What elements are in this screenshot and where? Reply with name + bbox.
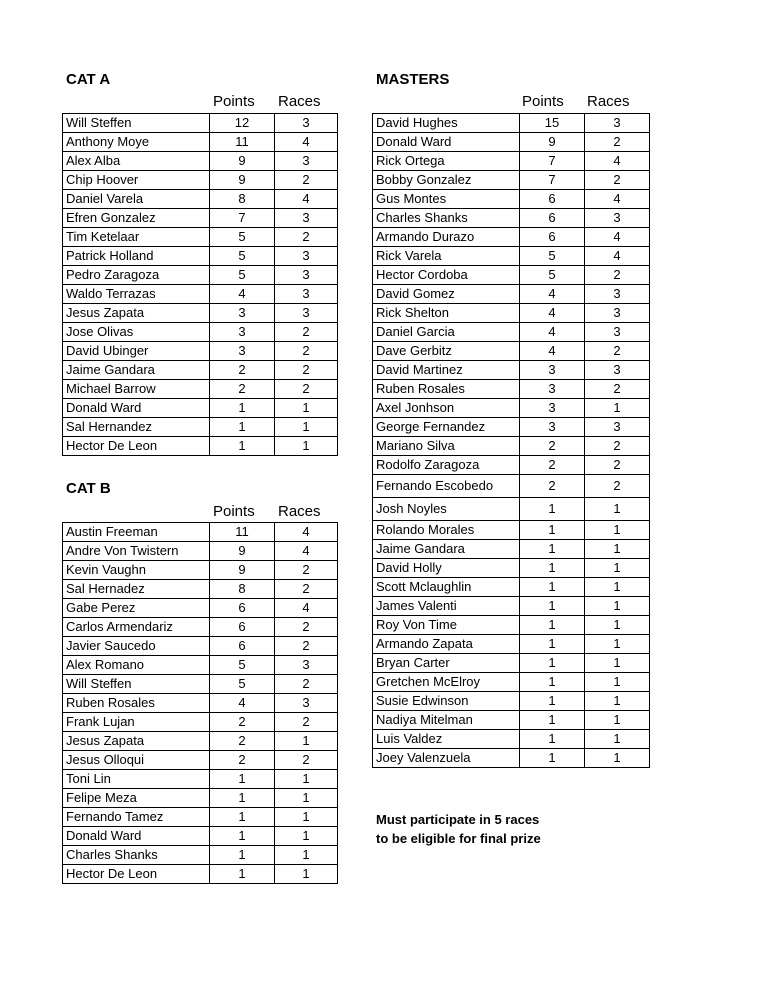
races-cell: 1 [585,399,650,418]
rider-name-cell: Andre Von Twistern [63,542,210,561]
rider-name-cell: Frank Lujan [63,713,210,732]
points-cell: 6 [520,209,585,228]
races-cell: 3 [275,114,338,133]
points-cell: 11 [210,523,275,542]
rider-name-cell: Toni Lin [63,770,210,789]
races-cell: 1 [275,732,338,751]
rider-name-cell: Gabe Perez [63,599,210,618]
races-cell: 1 [585,749,650,768]
points-cell: 3 [210,323,275,342]
points-cell: 2 [520,437,585,456]
rider-name-cell: Efren Gonzalez [63,209,210,228]
rider-name-cell: Rick Ortega [373,152,520,171]
points-cell: 1 [520,692,585,711]
races-cell: 3 [275,266,338,285]
points-cell: 4 [520,285,585,304]
table-row [373,540,650,559]
rider-name-cell: Axel Jonhson [373,399,520,418]
points-cell: 6 [210,618,275,637]
rider-name-cell: Charles Shanks [373,209,520,228]
table-row [373,711,650,730]
races-cell: 1 [585,692,650,711]
table-row [63,846,338,865]
rider-name-cell: Javier Saucedo [63,637,210,656]
races-cell: 1 [585,578,650,597]
rider-name-cell: Hector De Leon [63,865,210,884]
table-row [373,597,650,616]
points-cell: 12 [210,114,275,133]
table-row [373,190,650,209]
cat-a-races-header: Races [278,93,321,110]
rider-name-cell: Sal Hernandez [63,418,210,437]
points-cell: 5 [520,266,585,285]
cat-b-races-header: Races [278,503,321,520]
table-row [63,675,338,694]
rider-name-cell: Rolando Morales [373,521,520,540]
points-cell: 5 [210,228,275,247]
points-cell: 2 [520,475,585,498]
rider-name-cell: Bryan Carter [373,654,520,673]
rider-name-cell: Josh Noyles [373,498,520,521]
points-cell: 2 [210,380,275,399]
table-row [63,361,338,380]
cat-a-points-header: Points [213,93,255,110]
points-cell: 5 [210,656,275,675]
table-row [63,580,338,599]
races-cell: 4 [585,228,650,247]
rider-name-cell: David Gomez [373,285,520,304]
points-cell: 1 [210,827,275,846]
races-cell: 4 [275,133,338,152]
table-row [373,578,650,597]
table-row [373,418,650,437]
races-cell: 1 [585,540,650,559]
races-cell: 1 [275,808,338,827]
races-cell: 4 [275,190,338,209]
points-cell: 11 [210,133,275,152]
table-row [373,285,650,304]
masters-races-header: Races [587,93,630,110]
rider-name-cell: Sal Hernadez [63,580,210,599]
points-cell: 1 [520,730,585,749]
races-cell: 1 [585,597,650,616]
rider-name-cell: Gus Montes [373,190,520,209]
races-cell: 1 [275,789,338,808]
table-row [63,523,338,542]
races-cell: 2 [275,637,338,656]
races-cell: 3 [585,418,650,437]
rider-name-cell: Michael Barrow [63,380,210,399]
rider-name-cell: Donald Ward [63,399,210,418]
table-row [373,342,650,361]
races-cell: 1 [275,437,338,456]
races-cell: 1 [585,711,650,730]
races-cell: 3 [585,114,650,133]
races-cell: 4 [585,190,650,209]
rider-name-cell: Susie Edwinson [373,692,520,711]
points-cell: 1 [520,711,585,730]
table-row [63,713,338,732]
rider-name-cell: Luis Valdez [373,730,520,749]
table-row [63,171,338,190]
table-row [63,542,338,561]
points-cell: 1 [210,770,275,789]
rider-name-cell: Armando Zapata [373,635,520,654]
points-cell: 9 [210,152,275,171]
rider-name-cell: Alex Romano [63,656,210,675]
races-cell: 1 [585,654,650,673]
table-row [373,498,650,521]
points-cell: 1 [520,540,585,559]
races-cell: 3 [275,285,338,304]
races-cell: 4 [275,542,338,561]
races-cell: 1 [585,730,650,749]
points-cell: 5 [520,247,585,266]
table-row [63,285,338,304]
rider-name-cell: Patrick Holland [63,247,210,266]
rider-name-cell: Alex Alba [63,152,210,171]
rider-name-cell: David Holly [373,559,520,578]
table-row [373,749,650,768]
points-cell: 4 [520,323,585,342]
points-cell: 2 [210,732,275,751]
points-cell: 7 [520,171,585,190]
rider-name-cell: Armando Durazo [373,228,520,247]
points-cell: 1 [210,399,275,418]
races-cell: 2 [275,342,338,361]
table-row [373,304,650,323]
points-cell: 3 [520,418,585,437]
table-row [373,380,650,399]
table-row [373,399,650,418]
table-row [63,599,338,618]
races-cell: 2 [585,437,650,456]
rider-name-cell: Jose Olivas [63,323,210,342]
table-row [63,114,338,133]
table-row [373,559,650,578]
points-cell: 4 [520,304,585,323]
table-row [63,694,338,713]
rider-name-cell: Jesus Zapata [63,732,210,751]
table-row [373,456,650,475]
points-cell: 15 [520,114,585,133]
races-cell: 1 [275,399,338,418]
rider-name-cell: Scott Mclaughlin [373,578,520,597]
table-row [63,399,338,418]
points-cell: 1 [210,846,275,865]
table-row [373,635,650,654]
table-row [63,152,338,171]
points-cell: 5 [210,266,275,285]
rider-name-cell: Fernando Escobedo [373,475,520,498]
table-row [373,616,650,635]
races-cell: 2 [585,133,650,152]
races-cell: 2 [585,475,650,498]
races-cell: 2 [585,266,650,285]
eligibility-note-line-2: to be eligible for final prize [376,831,541,846]
rider-name-cell: Rick Varela [373,247,520,266]
races-cell: 2 [585,342,650,361]
points-cell: 3 [520,399,585,418]
races-cell: 1 [275,865,338,884]
races-cell: 1 [585,498,650,521]
races-cell: 2 [275,228,338,247]
points-cell: 2 [210,361,275,380]
table-row [63,247,338,266]
races-cell: 2 [275,618,338,637]
table-row [373,152,650,171]
table-row [63,808,338,827]
points-cell: 5 [210,675,275,694]
points-cell: 9 [520,133,585,152]
rider-name-cell: Nadiya Mitelman [373,711,520,730]
rider-name-cell: Rick Shelton [373,304,520,323]
rider-name-cell: Will Steffen [63,675,210,694]
table-row [373,171,650,190]
rider-name-cell: Austin Freeman [63,523,210,542]
rider-name-cell: Chip Hoover [63,171,210,190]
points-cell: 6 [210,599,275,618]
points-cell: 8 [210,190,275,209]
rider-name-cell: Anthony Moye [63,133,210,152]
races-cell: 3 [585,323,650,342]
points-cell: 7 [520,152,585,171]
races-cell: 3 [585,361,650,380]
rider-name-cell: Donald Ward [63,827,210,846]
points-cell: 1 [210,437,275,456]
points-cell: 6 [520,190,585,209]
table-row [373,266,650,285]
rider-name-cell: Jesus Olloqui [63,751,210,770]
races-cell: 2 [585,456,650,475]
races-cell: 1 [275,827,338,846]
rider-name-cell: Waldo Terrazas [63,285,210,304]
table-row [63,437,338,456]
points-cell: 8 [210,580,275,599]
points-cell: 1 [210,789,275,808]
table-row [373,730,650,749]
points-cell: 2 [210,751,275,770]
races-cell: 3 [275,209,338,228]
races-cell: 2 [585,171,650,190]
races-cell: 2 [275,751,338,770]
races-cell: 3 [275,694,338,713]
points-cell: 1 [520,578,585,597]
table-row [373,673,650,692]
table-row [373,247,650,266]
races-cell: 3 [585,209,650,228]
points-cell: 1 [210,808,275,827]
table-row [373,361,650,380]
table-row [373,654,650,673]
masters-standings-table [372,113,650,768]
rider-name-cell: Donald Ward [373,133,520,152]
points-cell: 1 [520,616,585,635]
points-cell: 9 [210,171,275,190]
points-cell: 1 [520,654,585,673]
table-row [373,228,650,247]
table-row [63,732,338,751]
cat-a-standings-table [62,113,338,456]
masters-title: MASTERS [376,71,450,88]
rider-name-cell: Pedro Zaragoza [63,266,210,285]
points-cell: 3 [210,342,275,361]
rider-name-cell: Hector De Leon [63,437,210,456]
races-cell: 3 [275,247,338,266]
table-row [63,656,338,675]
table-row [373,692,650,711]
points-cell: 4 [520,342,585,361]
rider-name-cell: Ruben Rosales [63,694,210,713]
table-row [63,751,338,770]
rider-name-cell: Joey Valenzuela [373,749,520,768]
rider-name-cell: David Hughes [373,114,520,133]
table-row [63,618,338,637]
rider-name-cell: James Valenti [373,597,520,616]
table-row [63,266,338,285]
races-cell: 4 [585,247,650,266]
points-cell: 1 [520,498,585,521]
races-cell: 4 [275,599,338,618]
points-cell: 1 [520,521,585,540]
races-cell: 3 [275,152,338,171]
table-row [63,228,338,247]
races-cell: 3 [585,304,650,323]
races-cell: 1 [585,559,650,578]
rider-name-cell: Felipe Meza [63,789,210,808]
races-cell: 1 [585,635,650,654]
points-cell: 9 [210,542,275,561]
rider-name-cell: Tim Ketelaar [63,228,210,247]
rider-name-cell: Bobby Gonzalez [373,171,520,190]
races-cell: 2 [275,171,338,190]
table-row [373,475,650,498]
table-row [63,770,338,789]
table-row [373,114,650,133]
table-row [63,418,338,437]
rider-name-cell: Kevin Vaughn [63,561,210,580]
masters-points-header: Points [522,93,564,110]
table-row [63,637,338,656]
points-cell: 3 [520,361,585,380]
points-cell: 1 [520,749,585,768]
points-cell: 6 [210,637,275,656]
rider-name-cell: Jaime Gandara [373,540,520,559]
races-cell: 2 [275,580,338,599]
races-cell: 2 [585,380,650,399]
points-cell: 6 [520,228,585,247]
races-cell: 1 [275,418,338,437]
eligibility-note [376,810,541,848]
points-cell: 1 [520,597,585,616]
points-cell: 9 [210,561,275,580]
races-cell: 3 [585,285,650,304]
races-cell: 2 [275,380,338,399]
table-row [373,521,650,540]
races-cell: 1 [585,616,650,635]
table-row [63,380,338,399]
table-row [63,342,338,361]
table-row [373,437,650,456]
table-row [63,323,338,342]
races-cell: 1 [275,846,338,865]
races-cell: 1 [275,770,338,789]
rider-name-cell: Mariano Silva [373,437,520,456]
points-cell: 1 [210,418,275,437]
rider-name-cell: David Martinez [373,361,520,380]
rider-name-cell: Daniel Garcia [373,323,520,342]
races-cell: 4 [585,152,650,171]
rider-name-cell: Hector Cordoba [373,266,520,285]
rider-name-cell: George Fernandez [373,418,520,437]
points-cell: 3 [520,380,585,399]
rider-name-cell: Jaime Gandara [63,361,210,380]
table-row [63,209,338,228]
table-row [373,209,650,228]
points-cell: 1 [520,559,585,578]
table-row [63,190,338,209]
points-cell: 1 [520,635,585,654]
rider-name-cell: Ruben Rosales [373,380,520,399]
table-row [63,133,338,152]
rider-name-cell: Jesus Zapata [63,304,210,323]
table-row [63,304,338,323]
races-cell: 2 [275,713,338,732]
table-row [63,865,338,884]
races-cell: 3 [275,304,338,323]
points-cell: 4 [210,285,275,304]
races-cell: 2 [275,323,338,342]
cat-b-standings-table [62,522,338,884]
cat-a-title: CAT A [66,71,111,88]
rider-name-cell: Carlos Armendariz [63,618,210,637]
races-cell: 3 [275,656,338,675]
rider-name-cell: Fernando Tamez [63,808,210,827]
rider-name-cell: Daniel Varela [63,190,210,209]
points-cell: 7 [210,209,275,228]
table-row [373,323,650,342]
rider-name-cell: Rodolfo Zaragoza [373,456,520,475]
rider-name-cell: Will Steffen [63,114,210,133]
points-cell: 3 [210,304,275,323]
races-cell: 1 [585,673,650,692]
races-cell: 1 [585,521,650,540]
cat-b-points-header: Points [213,503,255,520]
points-cell: 4 [210,694,275,713]
eligibility-note-line-1: Must participate in 5 races [376,812,540,827]
table-row [63,827,338,846]
races-cell: 2 [275,675,338,694]
points-cell: 2 [520,456,585,475]
points-cell: 5 [210,247,275,266]
points-cell: 1 [210,865,275,884]
races-cell: 2 [275,561,338,580]
races-cell: 2 [275,361,338,380]
rider-name-cell: Dave Gerbitz [373,342,520,361]
table-row [373,133,650,152]
rider-name-cell: Charles Shanks [63,846,210,865]
table-row [63,789,338,808]
points-cell: 2 [210,713,275,732]
cat-b-title: CAT B [66,480,111,497]
table-row [63,561,338,580]
rider-name-cell: Roy Von Time [373,616,520,635]
points-cell: 1 [520,673,585,692]
races-cell: 4 [275,523,338,542]
rider-name-cell: David Ubinger [63,342,210,361]
rider-name-cell: Gretchen McElroy [373,673,520,692]
